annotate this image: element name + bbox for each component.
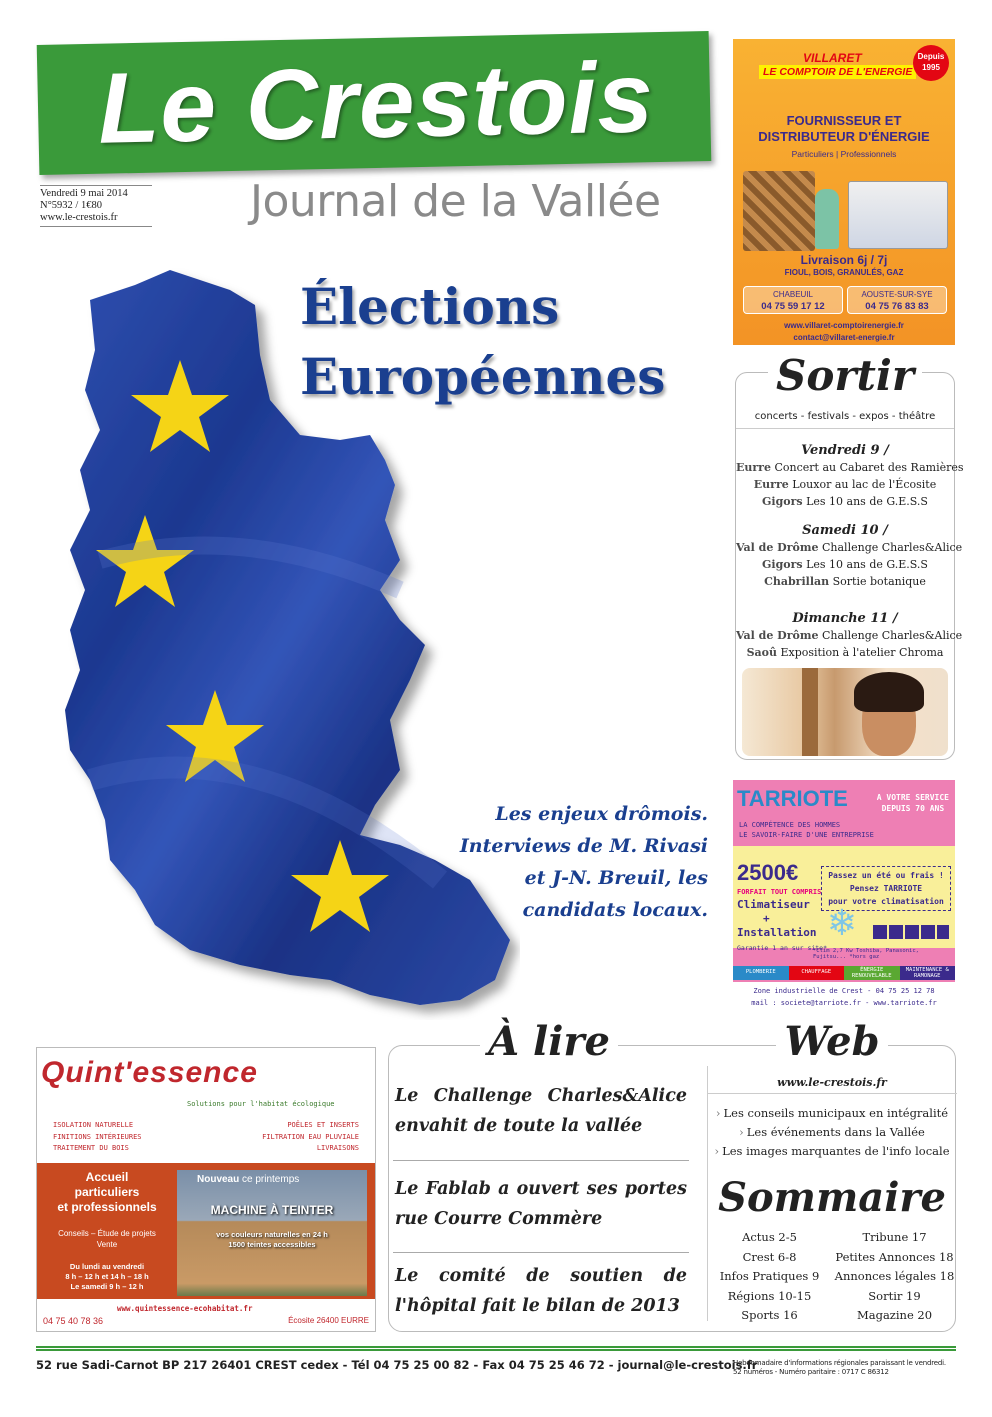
alire-box — [388, 1018, 956, 1332]
service-line: A VOTRE SERVICE — [876, 793, 949, 802]
sommaire-item[interactable]: Sports 16 — [741, 1308, 798, 1322]
service-tag: MAINTENANCE & RAMONAGE — [900, 966, 956, 980]
promo-line: Pensez TARRIOTE — [849, 884, 923, 893]
teaser-line: Interviews de M. Rivasi — [459, 835, 708, 857]
chevron-right-icon: › — [739, 1125, 744, 1139]
nouveau-rest: ce printemps — [239, 1174, 300, 1185]
brand-logos — [873, 925, 949, 939]
main-headline — [300, 272, 720, 412]
tarriote-logo: TARRIOTE — [737, 786, 848, 811]
tarriote-warranty: Garantie 1 an sur site* — [737, 944, 828, 952]
villaret-logo — [745, 47, 915, 81]
sommaire-item[interactable]: Petites Annonces 18 — [835, 1249, 954, 1264]
legal-line: Hebdomadaire d'informations régionales paraissant le vendredi. — [733, 1359, 946, 1367]
sommaire-item[interactable]: Crest 6-8 — [742, 1249, 797, 1264]
sortir-title-text: Sortir — [768, 351, 922, 400]
sommaire-item[interactable]: Annonces légales 18 — [834, 1269, 955, 1283]
quint-item: ISOLATION NATURELLE — [53, 1121, 134, 1129]
sommaire-item[interactable]: Tribune 17 — [862, 1230, 927, 1244]
teaser-line: et J-N. Breuil, les — [524, 867, 708, 889]
sortir-subtitle: concerts - festivals - expos - théâtre — [736, 411, 954, 429]
promo-line: pour votre climatisation — [828, 897, 944, 906]
event-text: Les 10 ans de G.E.S.S — [806, 558, 928, 571]
quint-couleurs — [187, 1230, 357, 1250]
phone-aouste — [847, 286, 947, 314]
event-item[interactable] — [736, 575, 954, 588]
quint-item: TRAITEMENT DU BOIS — [53, 1144, 129, 1152]
ad-sub: Particuliers | Professionnels — [791, 149, 897, 159]
firewood-image — [743, 171, 815, 251]
villaret-brand: VILLARET — [803, 51, 862, 65]
footer-legal — [733, 1359, 958, 1377]
quint-machine: MACHINE À TEINTER — [210, 1203, 334, 1217]
service-tag: CHAUFFAGE — [789, 966, 845, 980]
hours-line: 8 h – 12 h et 14 h – 18 h — [65, 1272, 149, 1281]
quint-item: LIVRAISONS — [316, 1144, 359, 1152]
hours-line: Du lundi au vendredi — [69, 1262, 145, 1271]
event-text: Concert au Cabaret des Ramières — [774, 461, 964, 474]
delivery-text: Livraison 6j / 7j — [800, 253, 888, 267]
tarriote-price: 2500€ — [737, 860, 799, 885]
tarriote-product: Installation — [737, 926, 817, 939]
story-link[interactable]: Le Challenge Charles&Alice envahit de toute la vallée — [395, 1086, 687, 1136]
tarriote-contact — [733, 982, 955, 1012]
accueil-line: et professionnels — [57, 1200, 157, 1214]
issue-info — [40, 185, 152, 227]
event-item[interactable] — [736, 478, 954, 491]
event-place: Chabrillan — [764, 575, 830, 588]
web-item-text: Les événements dans la Vallée — [746, 1125, 925, 1139]
day-label: Samedi 10 / — [802, 523, 888, 538]
villaret-web[interactable]: www.villaret-comptoirenergie.fr — [784, 321, 904, 330]
phone-chabeuil — [743, 286, 843, 314]
nouveau-bold: Nouveau — [197, 1174, 240, 1185]
event-text: Challenge Charles&Alice — [822, 629, 963, 642]
sortir-box — [735, 351, 964, 760]
truck-image — [848, 181, 948, 249]
tagline-line: LA COMPÉTENCE DES HOMMES — [739, 821, 841, 829]
day-label: Dimanche 11 / — [792, 611, 898, 626]
web-title — [707, 1018, 957, 1065]
day-label: Vendredi 9 / — [801, 443, 889, 458]
hours-line: Le samedi 9 h – 12 h — [70, 1282, 144, 1291]
story-link[interactable]: Le Fablab a ouvert ses portes rue Courre Commère — [395, 1179, 687, 1229]
issue-number: N°5932 / 1€80 — [40, 200, 102, 211]
event-place: Gigors — [762, 495, 803, 508]
tarriote-plus: + — [763, 912, 770, 925]
ad-heading: DISTRIBUTEUR D'ÉNERGIE — [758, 129, 930, 144]
sommaire-left — [707, 1228, 832, 1326]
accueil-line: Accueil — [85, 1170, 129, 1184]
quint-tagline: Solutions pour l'habitat écologique — [187, 1100, 335, 1108]
couleurs-line: vos couleurs naturelles en 24 h — [216, 1230, 328, 1239]
sommaire-title: Sommaire — [718, 1174, 946, 1221]
badge-line: Depuis — [917, 52, 945, 61]
journal-subtitle: Journal de la Vallée — [250, 176, 661, 227]
tarriote-price-sub: FORFAIT TOUT COMPRIS — [737, 888, 822, 896]
event-text: Challenge Charles&Alice — [822, 541, 963, 554]
chevron-right-icon: › — [715, 1106, 721, 1120]
services-line: Vente — [96, 1240, 118, 1249]
headline-line1: Élections — [300, 277, 560, 336]
story-divider — [393, 1252, 689, 1253]
event-item[interactable] — [736, 461, 964, 474]
sommaire-item[interactable]: Magazine 20 — [856, 1308, 933, 1322]
service-tag: ÉNERGIE RENOUVELABLE — [844, 966, 900, 980]
web-item[interactable] — [707, 1125, 957, 1139]
sommaire-item[interactable]: Actus 2-5 — [742, 1230, 797, 1244]
quint-hours — [37, 1262, 177, 1292]
web-url[interactable]: www.le-crestois.fr — [707, 1076, 957, 1094]
tarriote-brands: *Clim 2,7 Kw Toshiba, Panasonic, Fujitsu... *hors gaz — [813, 948, 919, 960]
delivery-products: FIOUL, BOIS, GRANULÉS, GAZ — [784, 268, 904, 277]
event-place: Eurre — [736, 461, 771, 474]
sortir-title — [736, 351, 954, 400]
quint-web[interactable]: www.quintessence-ecohabitat.fr — [117, 1304, 253, 1313]
phone-number: 04 75 59 17 12 — [761, 301, 825, 312]
web-item-text: Les images marquantes de l'info locale — [722, 1144, 950, 1158]
event-item[interactable] — [736, 495, 954, 508]
teaser-line: candidats locaux. — [522, 899, 708, 921]
event-item[interactable] — [736, 541, 963, 554]
web-item[interactable] — [707, 1144, 957, 1158]
badge-line: 1995 — [922, 63, 940, 72]
story-link[interactable]: Le comité de soutien de l'hôpital fait le bilan de 2013 — [395, 1266, 687, 1316]
quint-phone: 04 75 40 78 36 — [43, 1316, 104, 1326]
quint-item: POÊLES ET INSERTS — [287, 1121, 359, 1129]
headline-teaser — [410, 798, 708, 926]
quint-logo: Quint'essence — [41, 1056, 258, 1089]
tarriote-address: Zone industrielle de Crest - 04 75 25 12 78 — [753, 987, 935, 995]
ad-tarriote[interactable] — [733, 780, 955, 1012]
tarriote-service — [877, 792, 949, 814]
quint-right-list — [262, 1120, 359, 1155]
event-item[interactable] — [736, 629, 963, 642]
villaret-brand-main: LE COMPTOIR DE L'ENERGIE — [759, 65, 916, 79]
ad-villaret[interactable] — [733, 39, 955, 345]
event-place: Gigors — [762, 558, 803, 571]
sortir-photo — [742, 668, 948, 756]
sommaire-item[interactable]: Infos Pratiques 9 — [719, 1269, 820, 1283]
alire-title — [389, 1018, 709, 1065]
legal-line: 52 numéros - Numéro paritaire : 0717 C 86312 — [733, 1368, 889, 1376]
sommaire-right — [832, 1228, 957, 1326]
event-place: Eurre — [753, 478, 789, 491]
footer-divider — [36, 1346, 956, 1351]
tarriote-services — [733, 966, 955, 980]
chevron-right-icon: › — [714, 1144, 720, 1158]
quint-address: Écosite 26400 EURRE — [288, 1316, 369, 1325]
phone-number: 04 75 76 83 83 — [865, 301, 929, 312]
couleurs-line: 1500 teintes accessibles — [228, 1240, 316, 1249]
web-item-text: Les conseils municipaux en intégralité — [723, 1106, 949, 1120]
event-item[interactable] — [736, 646, 954, 659]
promo-line: Passez un été ou frais ! — [828, 871, 944, 880]
web-item[interactable] — [707, 1106, 957, 1120]
accueil-line: particuliers — [74, 1185, 140, 1199]
service-tag: PLOMBERIE — [733, 966, 789, 980]
event-place: Val de Drôme — [736, 629, 819, 642]
alire-title-text: À lire — [480, 1018, 618, 1065]
headline-line2: Européennes — [300, 347, 666, 406]
event-place: Val de Drôme — [736, 541, 819, 554]
phone-city: AOUSTE-SUR-SYE — [861, 290, 933, 299]
quint-item: FINITIONS INTÉRIEURES — [53, 1132, 142, 1141]
event-text: Les 10 ans de G.E.S.S — [806, 495, 928, 508]
ad-quintessence[interactable] — [36, 1047, 376, 1332]
quint-item: FILTRATION EAU PLUVIALE — [262, 1132, 359, 1141]
service-line: DEPUIS 70 ANS — [881, 804, 945, 813]
quint-accueil — [37, 1170, 177, 1215]
web-title-text: Web — [776, 1018, 887, 1065]
since-badge — [913, 45, 949, 81]
sommaire-item[interactable]: Régions 10-15 — [727, 1288, 812, 1303]
teaser-line: Les enjeux drômois. — [495, 803, 708, 825]
event-text: Sortie botanique — [832, 575, 926, 588]
gas-bottle-image — [815, 189, 839, 249]
quint-nouveau — [197, 1174, 299, 1185]
quint-left-list — [53, 1120, 142, 1155]
villaret-email[interactable]: contact@villaret-energie.fr — [793, 333, 895, 342]
footer-address: 52 rue Sadi-Carnot BP 217 26401 CREST cedex - Tél 04 75 25 00 82 - Fax 04 75 25 46 72 - journal@le-crestois.fr — [36, 1358, 758, 1372]
ad-heading: FOURNISSEUR ET — [786, 113, 902, 128]
tarriote-product: Climatiseur — [737, 898, 810, 911]
event-text: Louxor au lac de l'Écosite — [792, 478, 937, 491]
event-item[interactable] — [736, 558, 954, 571]
tarriote-email[interactable]: mail : societe@tarriote.fr - www.tarriote.fr — [751, 999, 937, 1007]
tagline-line: LE SAVOIR-FAIRE D'UNE ENTREPRISE — [739, 831, 874, 839]
event-place: Saoû — [746, 646, 777, 659]
issue-website[interactable]: www.le-crestois.fr — [40, 212, 118, 223]
issue-date: Vendredi 9 mai 2014 — [40, 188, 128, 199]
sommaire-item[interactable]: Sortir 19 — [868, 1288, 921, 1303]
story-divider — [393, 1160, 689, 1161]
event-text: Exposition à l'atelier Chroma — [780, 646, 944, 659]
services-line: Conseils – Étude de projets — [58, 1229, 156, 1238]
quint-services — [37, 1228, 177, 1250]
phone-city: CHABEUIL — [772, 290, 813, 299]
masthead-title: Le Crestois — [97, 40, 655, 165]
tarriote-tagline — [739, 820, 874, 840]
snowflake-icon: ❄ — [826, 903, 858, 944]
